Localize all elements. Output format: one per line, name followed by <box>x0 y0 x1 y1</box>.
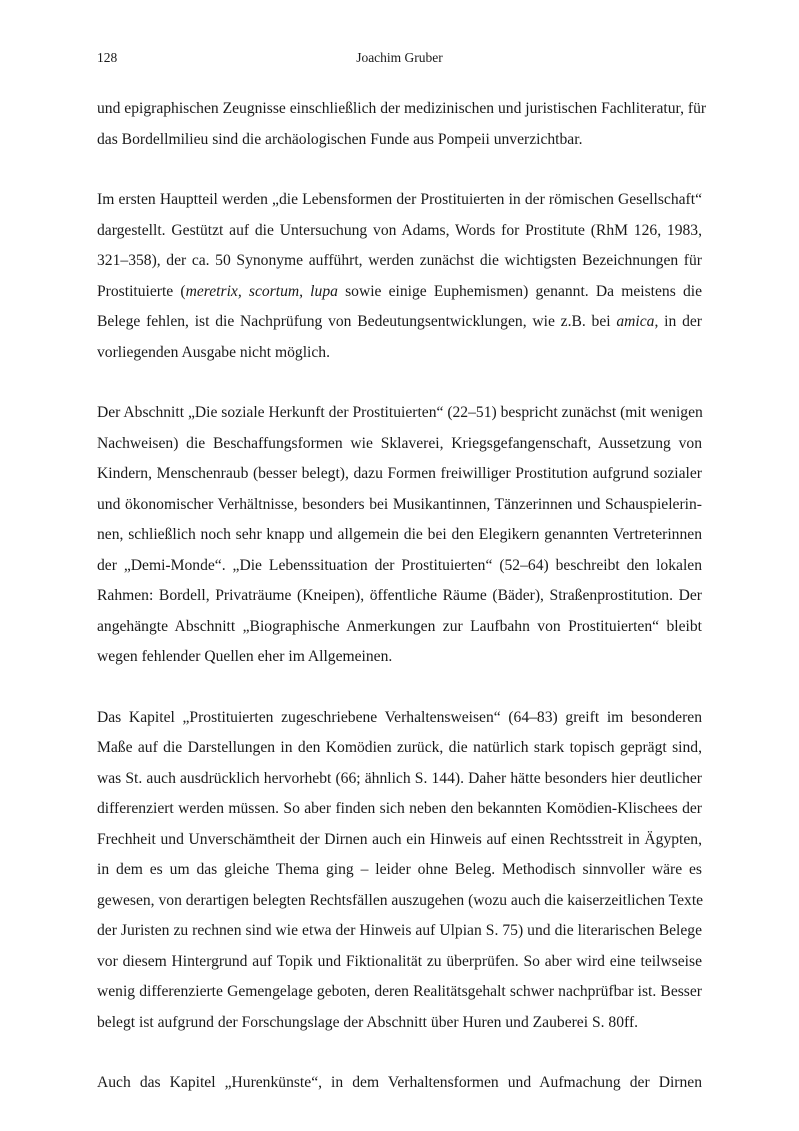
text-line: was St. auch ausdrücklich hervorhebt (66; ähnlich S. 144). Daher hätte besonders hier deutlicher <box>97 769 702 787</box>
text-line: Kindern, Menschenraub (besser belegt), dazu Formen freiwilliger Prostitution aufgrund sozialer <box>97 465 702 482</box>
text-line: differenziert werden müssen. So aber finden sich neben den bekannten Komödien-Klischees der <box>97 800 702 817</box>
text-line: dargestellt. Gestützt auf die Untersuchung von Adams, Words for Prostitute (RhM 126, 1983, <box>97 221 702 239</box>
text-line: vor diesem Hintergrund auf Topik und Fiktionalität zu überprüfen. So aber wird eine teilwseise <box>97 952 702 970</box>
paragraph-1 <box>97 94 707 155</box>
page-number: 128 <box>97 50 118 65</box>
text-line: der Juristen zu rechnen sind wie etwa der Hinweis auf Ulpian S. 75) und die literarischen Belege <box>97 922 702 939</box>
text-line: Maße auf die Darstellungen in den Komödien zurück, die natürlich stark topisch geprägt sind, <box>97 739 702 756</box>
paragraph-2 <box>97 185 702 368</box>
text-run: Belege fehlen, ist die Nachprüfung von Bedeutungsentwicklungen, wie z.B. bei <box>97 313 617 330</box>
text-line: Der Abschnitt „Die soziale Herkunft der Prostituierten“ (22–51) bespricht zunächst (mit wenigen <box>97 404 703 421</box>
text-line: das Bordellmilieu sind die archäologischen Funde aus Pompeii unverzichtbar. <box>97 130 583 148</box>
text-line: belegt ist aufgrund der Forschungslage der Abschnitt über Huren und Zauberei S. 80ff. <box>97 1013 639 1031</box>
text-run: sowie einige Euphemismen) genannt. Da meistens die <box>337 282 702 300</box>
text-line: Rahmen: Bordell, Privaträume (Kneipen), öffentliche Räume (Bäder), Straßenprostitution. Der <box>97 587 702 604</box>
running-title: Joachim Gruber <box>356 50 443 65</box>
text-line: angehängte Abschnitt „Biographische Anmerkungen zur Laufbahn von Prostituierten“ bleibt <box>97 617 702 635</box>
text-line: Frechheit und Unverschämtheit der Dirnen auch ein Hinweis auf einen Rechtsstreit in Ägypten, <box>97 830 702 848</box>
text-line: Das Kapitel „Prostituierten zugeschriebene Verhaltensweisen“ (64–83) greift im besonderen <box>97 708 702 726</box>
text-line: und epigraphischen Zeugnisse einschließlich der medizinischen und juristischen Fachliteratur, für <box>97 100 707 117</box>
text-line: wenig differenzierte Gemengelage geboten, deren Realitätsgehalt schwer nachprüfbar ist. Besser <box>97 983 702 1000</box>
body-text <box>97 94 707 1129</box>
text-line: nen, schließlich noch sehr knapp und allgemein die bei den Elegikern genannten Vertreterinnen <box>97 526 702 543</box>
text-line: 321–358), der ca. 50 Synonyme aufführt, werden zunächst die wichtigsten Bezeichnungen für <box>97 252 702 269</box>
paragraph-5 <box>97 1068 702 1099</box>
paragraph-4 <box>97 703 702 1039</box>
paragraph-3 <box>97 398 702 673</box>
italic-latin-terms: meretrix, scortum, lupa <box>185 282 338 300</box>
running-head <box>97 48 702 68</box>
text-line: in dem es um das gleiche Thema ging – leider ohne Beleg. Methodisch sinnvoller wäre es <box>97 861 702 878</box>
text-line: wegen fehlender Quellen eher im Allgemeinen. <box>97 648 393 665</box>
text-line: gewesen, von derartigen belegten Rechtsfällen auszugehen (wozu auch die kaiserzeitlichen Texte <box>97 891 704 909</box>
text-line: Nachweisen) die Beschaffungsformen wie Sklaverei, Kriegsgefangenschaft, Aussetzung von <box>97 434 702 452</box>
italic-latin-term: amica <box>616 313 655 330</box>
text-run: Prostituierte ( <box>97 282 186 300</box>
text-line-with-italic <box>97 277 702 308</box>
text-line: Auch das Kapitel „Hurenkünste“, in dem Verhaltensformen und Aufmachung der Dirnen <box>97 1074 702 1091</box>
text-line-with-italic <box>97 307 702 338</box>
text-line: Im ersten Hauptteil werden „die Lebensformen der Prostituierten in der römischen Gesellschaft“ <box>97 191 702 208</box>
text-run: , in der <box>654 313 702 330</box>
text-line: der „Demi-Monde“. „Die Lebenssituation der Prostituierten“ (52–64) beschreibt den lokalen <box>97 556 702 574</box>
text-line: vorliegenden Ausgabe nicht möglich. <box>97 343 330 361</box>
text-line: und ökonomischer Verhältnisse, besonders bei Musikantinnen, Tänzerinnen und Schauspielerin- <box>97 495 702 513</box>
